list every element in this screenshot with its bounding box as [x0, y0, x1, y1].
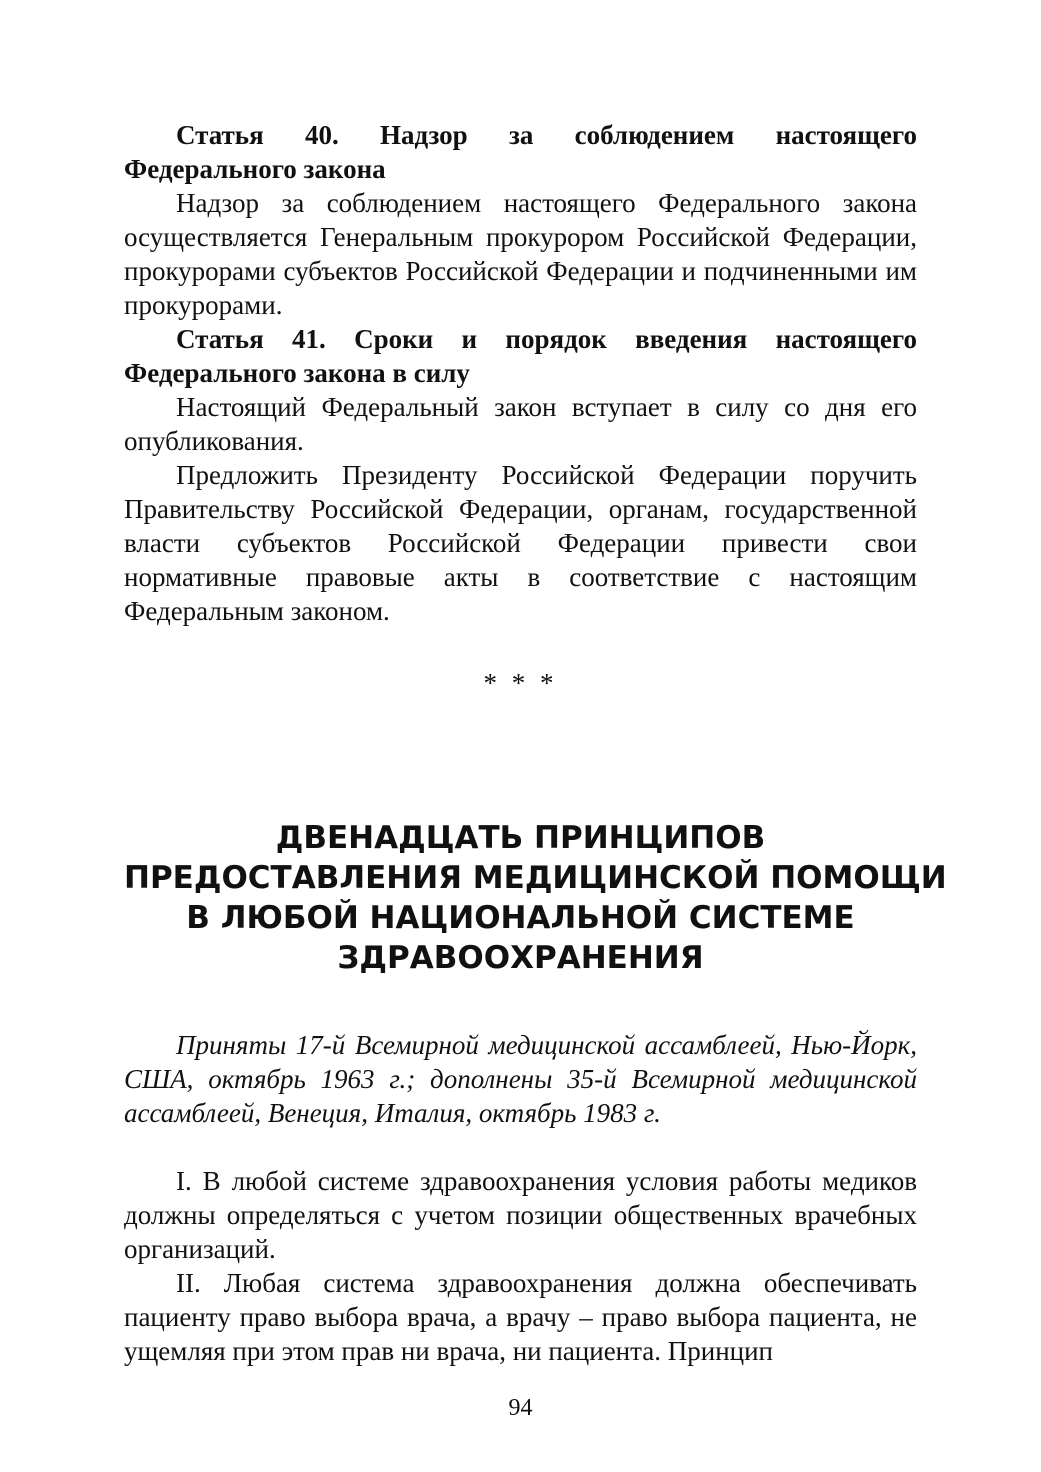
article-41-heading: Статья 41. Сроки и порядок введения настоящего Федерального закона в силу [124, 324, 917, 388]
article-40-text: Надзор за соблюдением настоящего Федерального закона осуществляется Генеральным прокурором Российской Федерации, прокурорами субъектов Российской Федерации и подчиненными им прокурорами. [124, 188, 917, 320]
section-title-line: ДВЕНАДЦАТЬ ПРИНЦИПОВ [275, 820, 766, 856]
page-number: 94 [508, 1395, 533, 1421]
section-title-line: ПРЕДОСТАВЛЕНИЯ МЕДИЦИНСКОЙ ПОМОЩИ [124, 860, 947, 896]
section-title [124, 818, 947, 978]
page-content [124, 118, 947, 1368]
section-subtitle: Приняты 17-й Всемирной медицинской ассамблеей, Нью-Йорк, США, октябрь 1963 г.; дополнены 35-й Всемирной медицинской ассамблеей, Венеция, Италия, октябрь 1983 г. [124, 1030, 917, 1128]
section-title-line: ЗДРАВООХРАНЕНИЯ [337, 940, 704, 976]
article-41-paragraph-2: Предложить Президенту Российской Федерации поручить Правительству Российской Федерации, органам, государственной власти субъектов Российской Федерации привести свои нормативные правовые акты в соответствие с настоящим Федеральным законом. [124, 460, 917, 626]
principle-2: II. Любая система здравоохранения должна обеспечивать пациенту право выбора врача, а врачу – право выбора пациента, не ущемляя при этом прав ни врача, ни пациента. Принцип [124, 1268, 917, 1366]
section-separator: * * * [483, 668, 558, 698]
article-41-paragraph-1: Настоящий Федеральный закон вступает в силу со дня его опубликования. [124, 392, 917, 456]
principle-1: I. В любой системе здравоохранения условия работы медиков должны определяться с учетом позиции общественных врачебных организаций. [124, 1166, 917, 1264]
spacer [124, 1130, 917, 1164]
section-title-line: В ЛЮБОЙ НАЦИОНАЛЬНОЙ СИСТЕМЕ [186, 900, 855, 936]
article-40-heading: Статья 40. Надзор за соблюдением настоящего Федерального закона [124, 120, 917, 184]
